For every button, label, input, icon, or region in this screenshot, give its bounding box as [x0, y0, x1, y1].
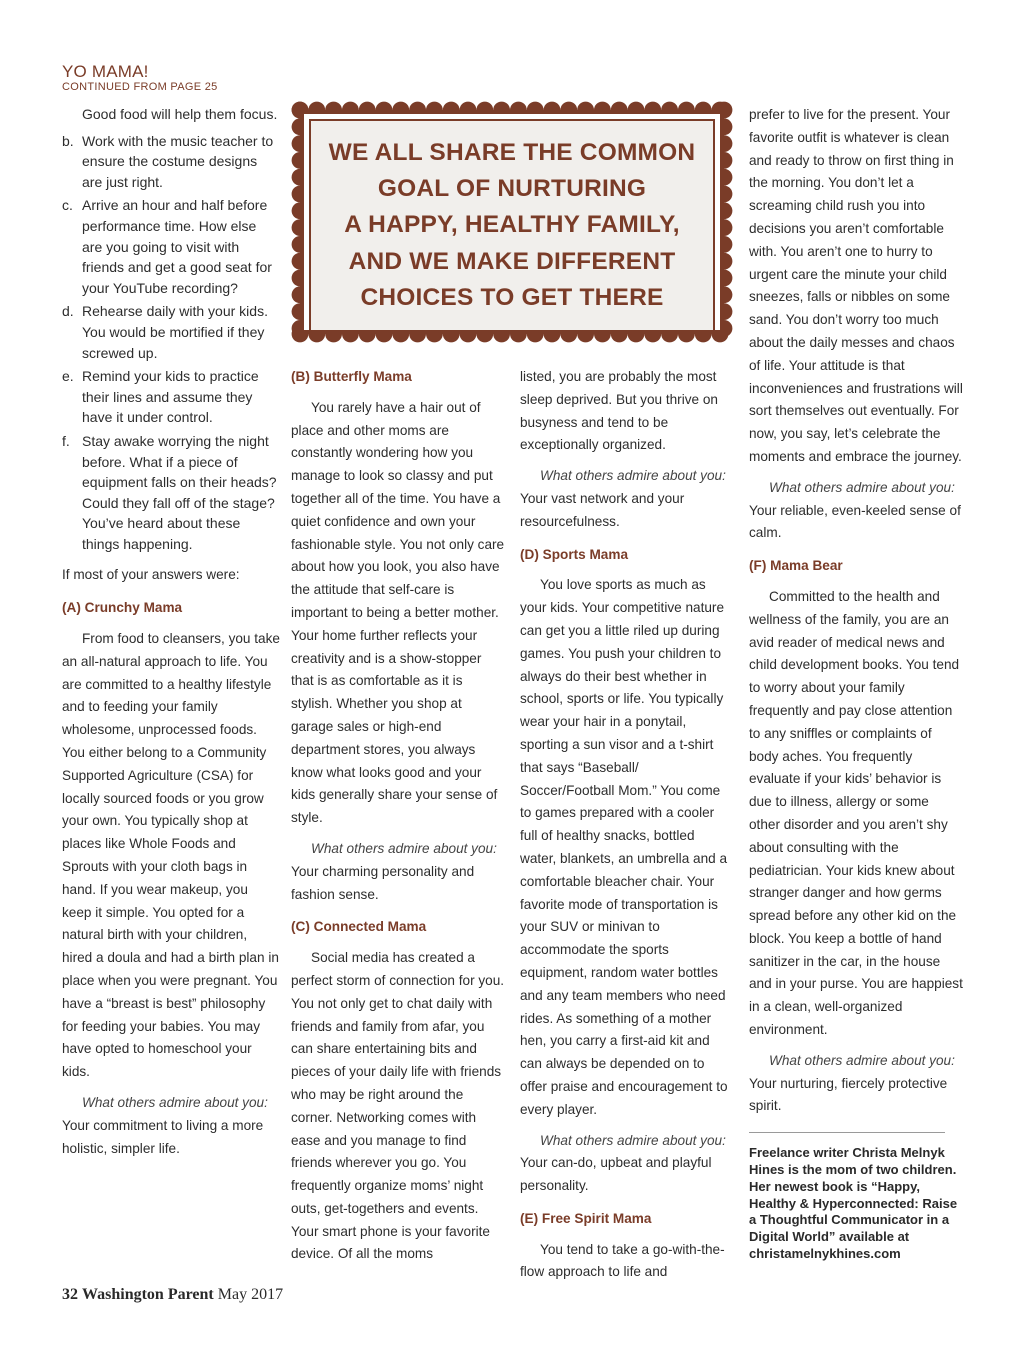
- section-body-e-continued: prefer to live for the present. Your favorite outfit is whatever is clean and ready to throw on first thing in the morning. You don’t let a screaming child rush you into decisions you aren’t comfortable with. You aren’t one to hurry to urgent care the minute your child sneezes, falls or nibbles on some sand. You don’t worry too much about the daily messes and chaos of life. Your attitude is that inconveniences and frustrations will sort themselves out eventually. For now, you say, let’s celebrate the moments and embrace the journey.: [749, 107, 963, 464]
- admire-label-f: What others admire about you:: [769, 1052, 955, 1068]
- pull-quote-line: A HAPPY, HEALTHY FAMILY,: [344, 211, 680, 239]
- section-body-b: You rarely have a hair out of place and other moms are constantly wondering how you manage to look so classy and put together all of the time. You have a quiet confidence and own your fashionable style. You not only care about how you look, you also have the attitude that self-care is important to being a better mother. Your home further reflects your creativity and is a show-stopper that is as comfortable as it is stylish. Whether you shop at garage sales or high-end department stores, you always know what looks good and your kids generally share your sense of style.: [291, 399, 505, 826]
- list-item-continued: Good food will help them focus.: [82, 106, 278, 122]
- divider: [749, 1132, 945, 1133]
- section-title: YO MAMA!: [62, 62, 149, 81]
- list-text: Stay awake worrying the night before. What if a piece of equipment falls on their heads? Could they fall off of the stage? You’ve heard about these things happening.: [82, 432, 277, 552]
- pull-quote: [309, 119, 715, 332]
- admire-label-e: What others admire about you:: [769, 479, 955, 495]
- admire-text-d: Your can-do, upbeat and playful personality.: [520, 1155, 712, 1194]
- column-1: [62, 104, 280, 1160]
- admire-label-d: What others admire about you:: [540, 1132, 726, 1148]
- list-text: Work with the music teacher to ensure the costume designs are just right.: [82, 132, 274, 190]
- list-label: d.: [62, 303, 74, 320]
- list-item: [62, 195, 280, 298]
- list-text: Rehearse daily with your kids. You would be mortified if they screwed up.: [82, 303, 268, 361]
- section-heading-e: (E) Free Spirit Mama: [520, 1210, 652, 1226]
- pull-quote-line: AND WE MAKE DIFFERENT: [348, 247, 676, 275]
- section-body-c: Social media has created a perfect storm of connection for you. You not only get to chat daily with friends and family from afar, you can share entertaining bits and pieces of your daily life with friends who may be right around the corner. Networking comes with ease and you manage to find friends wherever you go. You frequently organize moms’ night outs, get-togethers and events. Your smart phone is your favorite device. Of all the moms: [291, 950, 505, 1262]
- pull-quote-line: CHOICES TO GET THERE: [360, 283, 664, 311]
- issue-date: May 2017: [217, 1286, 284, 1303]
- section-heading-b: (B) Butterfly Mama: [291, 369, 412, 384]
- section-heading-f: (F) Mama Bear: [749, 558, 843, 574]
- section-body-d: You love sports as much as your kids. Your competitive nature can get you a little riled up during games. You push your children to always do their best whether in school, sports or life. You typically wear your hair in a ponytail, sporting a sun visor and a t-shirt that says “Baseball/ Soccer/Football Mom.” You come to games prepared with a cooler full of healthy snacks, bottled water, blankets, an umbrella and a comfortable bleacher chair. Your favorite mode of transportation is your SUV or minivan to accommodate the sports equipment, random water bottles and any team members who need rides. As something of a mother hen, you carry a first-aid kit and can always be depended on to offer praise and encouragement to every player.: [520, 577, 728, 1117]
- admire-text-c: Your vast network and your resourcefulness.: [520, 490, 685, 529]
- admire-text-b: Your charming personality and fashion sense.: [291, 863, 475, 902]
- section-heading-a: (A) Crunchy Mama: [62, 600, 183, 616]
- continued-note: CONTINUED FROM PAGE 25: [62, 81, 218, 93]
- admire-label-c: What others admire about you:: [540, 468, 726, 484]
- publication-name: Washington Parent: [82, 1286, 214, 1303]
- section-heading-c: (C) Connected Mama: [291, 919, 427, 935]
- page-footer: [62, 1286, 283, 1304]
- admire-text-f: Your nurturing, fiercely protective spirit.: [749, 1075, 948, 1114]
- list-text: Arrive an hour and half before performance time. How else are you going to visit with friends and get a good seat for your YouTube recording?: [82, 197, 272, 296]
- admire-label-a: What others admire about you:: [82, 1095, 268, 1110]
- list-item: [62, 131, 280, 193]
- column-2: [291, 366, 505, 1266]
- lead-text: If most of your answers were:: [62, 567, 240, 583]
- list-label: e.: [62, 368, 74, 385]
- admire-label-b: What others admire about you:: [311, 840, 497, 856]
- section-body-e: You tend to take a go-with-the-flow approach to life and: [520, 1241, 725, 1280]
- section-heading-d: (D) Sports Mama: [520, 546, 629, 562]
- list-item: [62, 366, 280, 428]
- admire-text-e: Your reliable, even-keeled sense of calm.: [749, 502, 961, 541]
- author-bio: Freelance writer Christa Melnyk Hines is the mom of two children. Her newest book is “Happy, Healthy & Hyperconnected: Raise a Thoughtful Communicator in a Digital World” available at christamelnykhines.com: [749, 1145, 958, 1262]
- pull-quote-line: WE ALL SHARE THE COMMON: [328, 138, 696, 166]
- list-text: Remind your kids to practice their lines and assume they have it under control.: [82, 368, 259, 426]
- section-body-a: From food to cleansers, you take an all-natural approach to life. You are committed to a healthy lifestyle and to feeding your family wholesome, unprocessed foods. You either belong to a Community Supported Agriculture (CSA) for locally sourced foods or you grow your own. You typically shop at places like Whole Foods and Sprouts with your cloth bags in hand. If you wear makeup, you keep it simple. You opted for a natural birth with your children, hired a doula and had a birth plan in place when you were pregnant. You have a “breast is best” philosophy for feeding your babies. You may have opted to homeschool your kids.: [62, 631, 280, 1080]
- admire-text-a: Your commitment to living a more holistic, simpler life.: [62, 1117, 264, 1156]
- list-item: [62, 431, 280, 555]
- column-4: [749, 104, 963, 1263]
- section-body-f: Committed to the health and wellness of the family, you are an avid reader of medical news and child development books. You tend to worry about your family frequently and pay close attention to any sniffles or complaints of body aches. You frequently evaluate if your kids’ behavior is due to illness, allergy or some other disorder and you aren’t shy about consulting with the pediatrician. Your kids knew about stranger danger and how germs spread before any other kid on the block. You keep a bottle of hand sanitizer in the car, in the house and in your purse. You are happiest in a clean, well-organized environment.: [749, 588, 963, 1038]
- list-label: f.: [62, 432, 70, 449]
- list-item: [62, 301, 280, 363]
- page-number: 32: [62, 1286, 78, 1303]
- list-label: b.: [62, 132, 74, 149]
- column-3: [520, 366, 734, 1284]
- list-label: c.: [62, 197, 73, 214]
- section-body-c-continued: listed, you are probably the most sleep deprived. But you thrive on busyness and tend to be exceptionally organized.: [520, 369, 718, 453]
- pull-quote-line: GOAL OF NURTURING: [377, 175, 647, 203]
